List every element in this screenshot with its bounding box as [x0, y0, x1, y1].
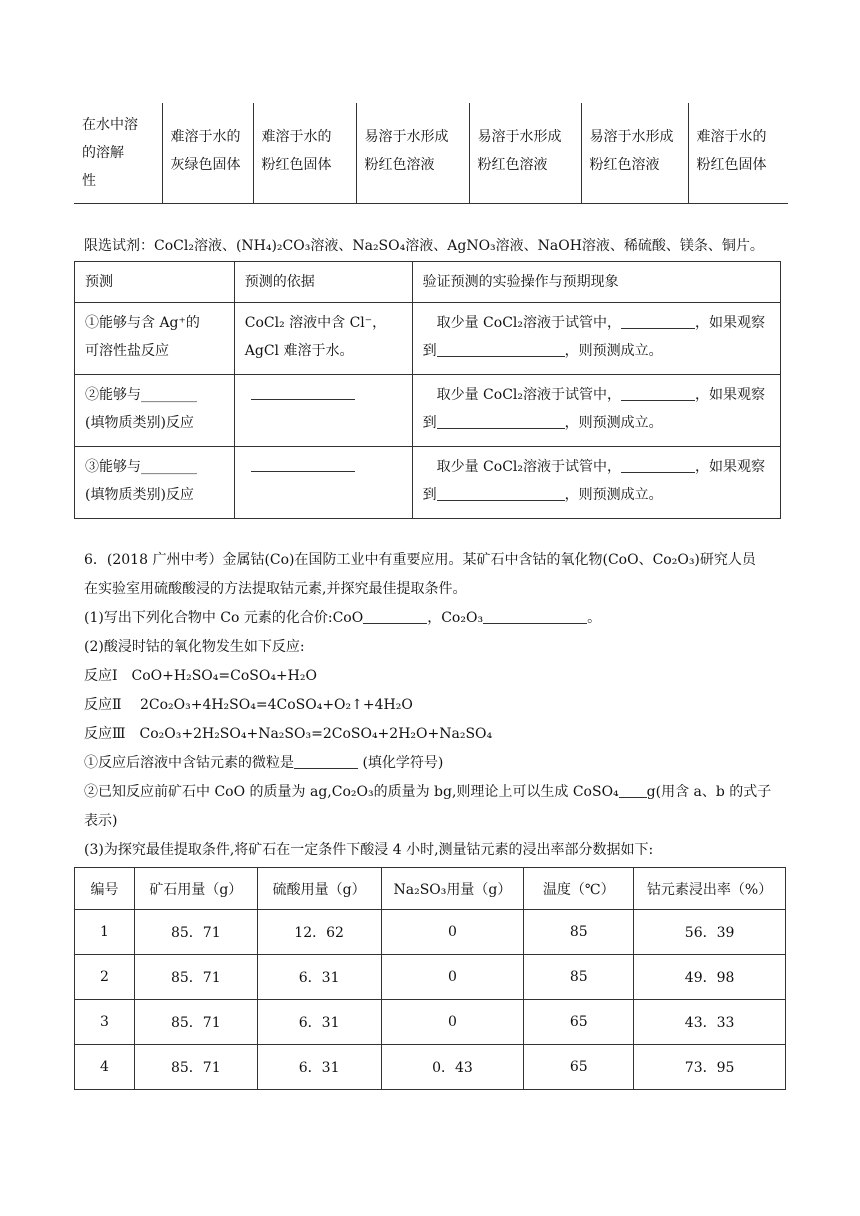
- table-cell: 0．43: [381, 1045, 524, 1090]
- reaction-3: 反应Ⅲ Co₂O₃+2H₂SO₄+Na₂SO₃=2CoSO₄+2H₂O+Na₂SO₄: [84, 726, 493, 742]
- reaction-1: 反应Ⅰ CoO+H₂SO₄=CoSO₄+H₂O: [84, 668, 317, 684]
- answer-blank[interactable]: [621, 400, 695, 401]
- q-text: 。: [587, 610, 602, 626]
- table-cell: 85．71: [134, 910, 257, 955]
- answer-blank[interactable]: [251, 471, 355, 472]
- q6-part2: (2)酸浸时钴的氧化物发生如下反应:: [84, 639, 305, 655]
- op-text: 到: [422, 487, 437, 503]
- solubility-cell: [469, 103, 581, 203]
- header-cell: Na₂SO₃用量（g）: [381, 868, 524, 910]
- table-cell: 65: [524, 1045, 634, 1090]
- op-text: ，如果观察: [695, 459, 766, 475]
- cell-line: ①能够与含 Ag⁺的: [85, 315, 200, 331]
- answer-blank[interactable]: [621, 328, 695, 329]
- cell-line: 可溶性盐反应: [85, 343, 169, 359]
- q6-sub2: [84, 782, 771, 802]
- prediction-table: [74, 261, 781, 519]
- leaching-data-table: [74, 867, 786, 1090]
- table-cell: 3: [75, 1000, 135, 1045]
- table-cell: 65: [524, 1000, 634, 1045]
- q-text: ①反应后溶液中含钴元素的微粒是: [84, 755, 294, 771]
- table-cell: 12．62: [257, 910, 381, 955]
- operation-cell: [412, 375, 780, 447]
- table-cell: 0: [381, 910, 524, 955]
- table-row: [75, 1045, 786, 1090]
- header-cell: 温度（℃）: [524, 868, 634, 910]
- cell-line: 易溶于水形成: [364, 129, 449, 145]
- q-text: ②已知反应前矿石中 CoO 的质量为 ag,Co₂O₃的质量为 bg,则理论上可以生成 CoSO₄: [84, 784, 619, 800]
- cell-line: ③能够与________: [85, 459, 197, 475]
- q6-sub1: [84, 753, 443, 773]
- op-text: 到: [422, 415, 437, 431]
- solubility-row-header: [74, 103, 162, 203]
- header-cell: 硫酸用量（g）: [257, 868, 381, 910]
- table-cell: 85．71: [134, 1000, 257, 1045]
- header-cell: 编号: [75, 868, 135, 910]
- row-header-line: 性: [82, 173, 96, 189]
- solubility-cell: [253, 103, 356, 203]
- header-basis: 预测的依据: [234, 262, 412, 303]
- op-text: ，则预测成立。: [564, 415, 663, 431]
- answer-blank[interactable]: [437, 428, 565, 429]
- table-cell: 6．31: [257, 1000, 381, 1045]
- cell-line: 易溶于水形成: [589, 129, 674, 145]
- op-text: 取少量 CoCl₂溶液于试管中，: [436, 315, 622, 331]
- answer-blank[interactable]: [437, 500, 565, 501]
- table-cell: 85: [524, 955, 634, 1000]
- row-header-line: 在水中溶: [82, 117, 138, 133]
- q-text: (填化学符号): [358, 755, 444, 771]
- op-text: 到: [422, 343, 437, 359]
- q6-intro-line1: 6．(2018 广州中考）金属钴(Co)在国防工业中有重要应用。某矿石中含钴的氧化物(CoO、Co₂O₃)研究人员: [84, 552, 756, 568]
- table-cell: 2: [75, 955, 135, 1000]
- cell-line: 难溶于水的: [170, 129, 241, 145]
- basis-cell: [234, 447, 412, 519]
- prediction-cell: [75, 447, 235, 519]
- op-text: ，则预测成立。: [564, 487, 663, 503]
- cell-line: 难溶于水的: [261, 129, 332, 145]
- table-cell: 1: [75, 910, 135, 955]
- reaction-2: 反应Ⅱ 2Co₂O₃+4H₂SO₄=4CoSO₄+O₂↑+4H₂O: [84, 697, 413, 713]
- cell-line: 灰绿色固体: [170, 157, 241, 173]
- q6-part3: (3)为探究最佳提取条件,将矿石在一定条件下酸浸 4 小时,测量钴元素的浸出率部分数据如下:: [84, 842, 654, 858]
- header-operation: 验证预测的实验操作与预期现象: [412, 262, 780, 303]
- table-cell: 85: [524, 910, 634, 955]
- q-text: ，Co₂O₃: [427, 610, 484, 626]
- cell-line: 粉红色溶液: [589, 157, 660, 173]
- cell-line: 粉红色固体: [261, 157, 332, 173]
- cell-line: 难溶于水的: [696, 129, 767, 145]
- reagents-line: 限选试剂：CoCl₂溶液、(NH₄)₂CO₃溶液、Na₂SO₄溶液、AgNO₃溶液、NaOH溶液、稀硫酸、镁条、铜片。: [84, 238, 764, 254]
- cell-line: CoCl₂ 溶液中含 Cl⁻，: [244, 315, 387, 331]
- solubility-cell: [356, 103, 469, 203]
- basis-cell: [234, 303, 412, 375]
- solubility-cell: [581, 103, 688, 203]
- answer-blank[interactable]: [294, 768, 358, 769]
- op-text: 取少量 CoCl₂溶液于试管中，: [436, 459, 622, 475]
- answer-blank[interactable]: [621, 472, 695, 473]
- answer-blank[interactable]: [437, 356, 565, 357]
- solubility-table: [74, 103, 788, 204]
- table-cell: 49．98: [634, 955, 786, 1000]
- q-text: g(用含 a、b 的式子: [646, 784, 772, 800]
- op-text: 取少量 CoCl₂溶液于试管中，: [436, 387, 622, 403]
- q6-sub2-cont: 表示): [84, 813, 118, 829]
- answer-blank[interactable]: [251, 399, 355, 400]
- cell-line: (填物质类别)反应: [85, 415, 194, 431]
- q6-part1: [84, 608, 601, 628]
- table-cell: 4: [75, 1045, 135, 1090]
- table-cell: 85．71: [134, 955, 257, 1000]
- solubility-cell: [162, 103, 253, 203]
- op-text: ，如果观察: [695, 387, 766, 403]
- table-cell: 56．39: [634, 910, 786, 955]
- table-cell: 0: [381, 1000, 524, 1045]
- table-cell: 6．31: [257, 1045, 381, 1090]
- op-text: ，则预测成立。: [564, 343, 663, 359]
- answer-blank[interactable]: [363, 623, 427, 624]
- table-row: [75, 910, 786, 955]
- table-cell: 0: [381, 955, 524, 1000]
- table-cell: 43．33: [634, 1000, 786, 1045]
- cell-line: (填物质类别)反应: [85, 487, 194, 503]
- cell-line: AgCl 难溶于水。: [244, 343, 354, 359]
- prediction-cell: [75, 375, 235, 447]
- cell-line: 粉红色溶液: [477, 157, 548, 173]
- operation-cell: [412, 303, 780, 375]
- q-text: (1)写出下列化合物中 Co 元素的化合价:CoO: [84, 610, 364, 626]
- cell-line: ②能够与________: [85, 387, 197, 403]
- basis-cell: [234, 375, 412, 447]
- operation-cell: [412, 447, 780, 519]
- answer-blank[interactable]: [483, 623, 587, 624]
- q6-intro-line2: 在实验室用硫酸酸浸的方法提取钴元素,并探究最佳提取条件。: [84, 581, 467, 597]
- table-row: [75, 1000, 786, 1045]
- row-header-line: 的溶解: [82, 145, 124, 161]
- header-cell: 矿石用量（g）: [134, 868, 257, 910]
- header-prediction: 预测: [75, 262, 235, 303]
- solubility-cell: [688, 103, 788, 203]
- cell-line: 粉红色固体: [696, 157, 767, 173]
- prediction-cell: [75, 303, 235, 375]
- op-text: ，如果观察: [695, 315, 766, 331]
- table-cell: 6．31: [257, 955, 381, 1000]
- cell-line: 粉红色溶液: [364, 157, 435, 173]
- cell-line: 易溶于水形成: [477, 129, 562, 145]
- header-cell: 钴元素浸出率（%）: [634, 868, 786, 910]
- table-cell: 73．95: [634, 1045, 786, 1090]
- table-row: [75, 955, 786, 1000]
- answer-blank[interactable]: [619, 797, 647, 798]
- table-cell: 85．71: [134, 1045, 257, 1090]
